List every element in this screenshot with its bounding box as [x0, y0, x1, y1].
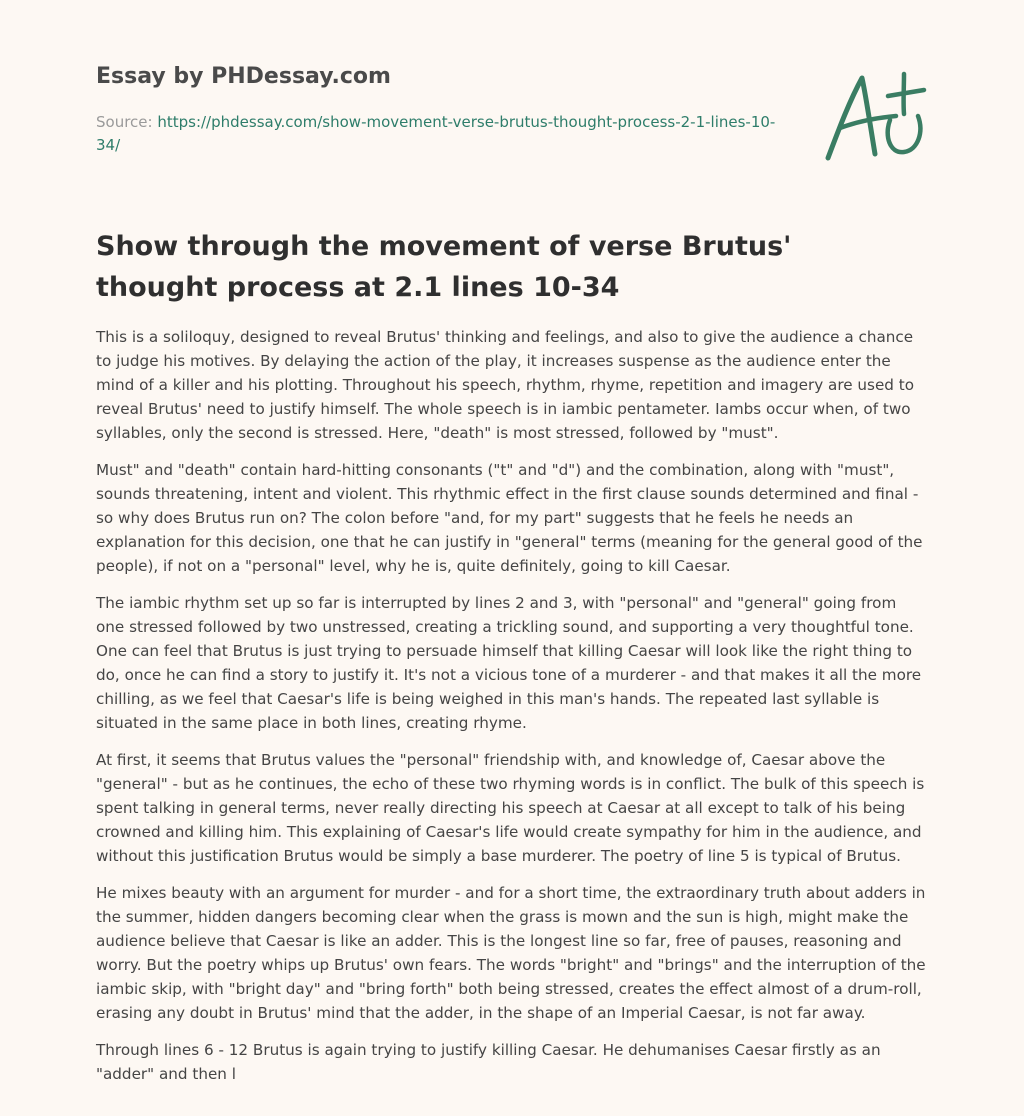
paragraph: He mixes beauty with an argument for murder - and for a short time, the extraordinary truth about adders in the summer, hidden dangers becoming clear when the grass is mown and the sun is high, might make the audience believe that Caesar is like an adder. This is the longest line so far, free of pauses, reasoning and worry. But the poetry whips up Brutus' own fears. The words "bright" and "brings" and the interruption of the iambic skip, with "bright day" and "bring forth" both being stressed, creates the effect almost of a drum-roll, erasing any doubt in Brutus' mind that the adder, in the shape of an Imperial Caesar, is not far away. — [96, 884, 926, 1022]
paragraph: The iambic rhythm set up so far is interrupted by lines 2 and 3, with "personal" and "general" going from one stressed followed by two unstressed, creating a trickling sound, and supporting a very thoughtful tone. One can feel that Brutus is just trying to persuade himself that killing Caesar will look like the right thing to do, once he can find a story to justify it. It's not a vicious tone of a murderer - and that makes it all the more chilling, as we feel that Caesar's life is being weighed in this man's hands. The repeated last syllable is situated in the same place in both lines, creating rhyme. — [96, 594, 922, 732]
article-title: Show through the movement of verse Brutus' thought process at 2.1 lines 10-34 — [96, 231, 792, 303]
site-brand: Essay by PHDessay.com — [96, 64, 391, 89]
source-label: Source: — [96, 113, 158, 131]
source-line — [96, 111, 776, 157]
a-plus-logo-icon — [818, 66, 930, 166]
article-body — [96, 325, 928, 1099]
paragraph-truncated: Through lines 6 - 12 Brutus is again trying to justify killing Caesar. He dehumanises Caesar firstly as an "adder" and then l — [96, 1041, 881, 1083]
paragraph: Must" and "death" contain hard-hitting consonants ("t" and "d") and the combination, along with "must", sounds threatening, intent and violent. This rhythmic effect in the first clause sounds determined and final - so why does Brutus run on? The colon before "and, for my part" suggests that he feels he needs an explanation for this decision, one that he can justify in "general" terms (meaning for the general good of the people), if not on a "personal" level, why he is, quite definitely, going to kill Caesar. — [96, 461, 923, 575]
paragraph: At first, it seems that Brutus values the "personal" friendship with, and knowledge of, Caesar above the "general" - but as he continues, the echo of these two rhyming words is in conflict. The bulk of this speech is spent talking in general terms, never really directing his speech at Caesar at all except to talk of his being crowned and killing him. This explaining of Caesar's life would create sympathy for him in the audience, and without this justification Brutus would be simply a base murderer. The poetry of line 5 is typical of Brutus. — [96, 751, 925, 865]
paragraph: This is a soliloquy, designed to reveal Brutus' thinking and feelings, and also to give the audience a chance to judge his motives. By delaying the action of the play, it increases suspense as the audience enter the mind of a killer and his plotting. Throughout his speech, rhythm, rhyme, repetition and imagery are used to reveal Brutus' need to justify himself. The whole speech is in iambic pentameter. Iambs occur when, of two syllables, only the second is stressed. Here, "death" is most stressed, followed by "must". — [96, 328, 915, 442]
source-link[interactable]: https://phdessay.com/show-movement-verse-brutus-thought-process-2-1-lines-10-34/ — [96, 113, 776, 154]
